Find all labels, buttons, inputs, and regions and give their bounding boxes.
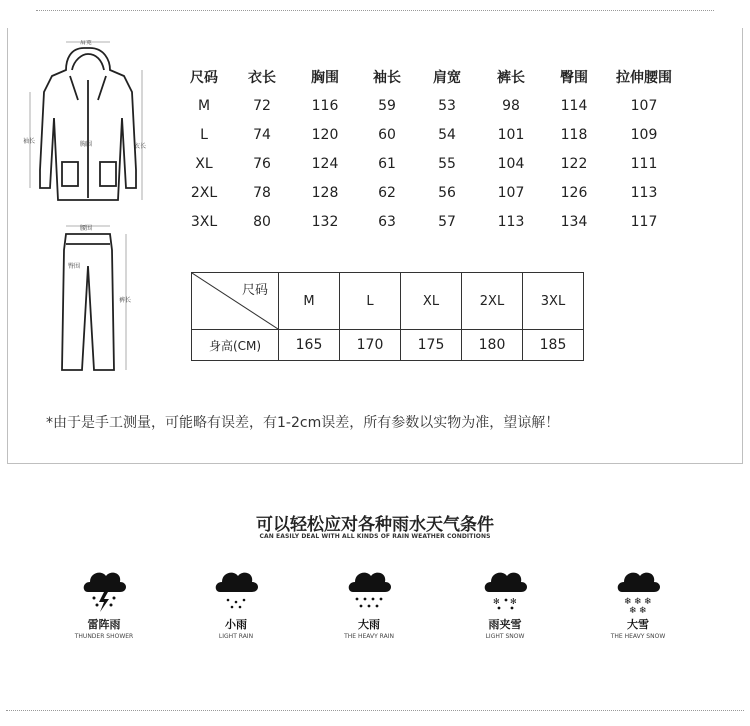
weather-label: 雨夹雪	[488, 618, 522, 631]
heavy-snow-icon	[612, 562, 664, 614]
table-cell: 107	[630, 97, 658, 114]
header-cell: 尺码	[190, 69, 218, 86]
table-cell: 3XL	[190, 213, 218, 230]
table-cell: 57	[438, 213, 456, 230]
table-cell: 116	[311, 97, 339, 114]
table-cell: 126	[560, 184, 588, 201]
table-cell: L	[200, 126, 208, 143]
waist-label: 腰围	[80, 226, 93, 232]
height-table-height-row	[192, 330, 584, 361]
height-cell: 170	[340, 330, 401, 361]
table-cell: 118	[560, 126, 588, 143]
table-cell: 2XL	[190, 184, 218, 201]
height-cell: 165	[279, 330, 340, 361]
chest-label: 胸围	[80, 142, 93, 148]
height-table-size-row	[192, 273, 584, 330]
table-cell: 54	[438, 126, 456, 143]
weather-label: 小雨	[225, 618, 247, 631]
weather-title: 可以轻松应对各种雨水天气条件	[256, 515, 494, 535]
weather-label: 雷阵雨	[87, 618, 121, 631]
table-cell: 98	[502, 97, 520, 114]
table-cell: 55	[438, 155, 456, 172]
height-cell: 180	[462, 330, 523, 361]
table-cell: 128	[311, 184, 339, 201]
size-table-header	[178, 62, 686, 91]
table-cell: 132	[311, 213, 339, 230]
weather-item-heavy-rain	[329, 562, 409, 640]
table-cell: 134	[560, 213, 588, 230]
weather-label-en: THUNDER SHOWER	[74, 633, 134, 640]
table-cell: 53	[438, 97, 456, 114]
weather-item-sleet	[465, 562, 545, 640]
svg-text:❄: ❄	[639, 606, 647, 614]
height-cell: 175	[401, 330, 462, 361]
pants-length-label: 裤长	[119, 298, 132, 304]
corner-cell	[192, 273, 279, 330]
table-cell: 113	[630, 184, 658, 201]
svg-text:✻: ✻	[493, 597, 500, 606]
table-cell: 122	[560, 155, 588, 172]
corner-label: 尺码	[241, 283, 268, 298]
svg-text:❄: ❄	[634, 597, 642, 607]
svg-text:✻: ✻	[510, 597, 517, 606]
size-cell: 3XL	[523, 273, 584, 330]
table-cell: 104	[497, 155, 525, 172]
table-cell: 117	[630, 213, 658, 230]
table-cell: 63	[378, 213, 396, 230]
top-dotted-divider	[36, 10, 714, 11]
table-cell: 111	[630, 155, 658, 172]
size-cell: 2XL	[462, 273, 523, 330]
table-cell: 74	[253, 126, 271, 143]
table-cell: 61	[378, 155, 396, 172]
table-row	[178, 178, 686, 207]
table-row	[178, 149, 686, 178]
light-rain-icon	[210, 562, 262, 614]
weather-label-en: LIGHT SNOW	[485, 633, 525, 640]
table-cell: 72	[253, 97, 271, 114]
header-cell: 肩宽	[433, 69, 461, 86]
table-cell: 109	[630, 126, 658, 143]
bottom-dotted-divider	[6, 710, 744, 711]
thunder-shower-icon	[78, 562, 130, 614]
height-table	[191, 272, 584, 361]
weather-label: 大雪	[627, 618, 649, 631]
header-cell: 裤长	[497, 69, 525, 86]
size-table	[178, 62, 686, 236]
weather-subtitle: CAN EASILY DEAL WITH ALL KINDS OF RAIN WEATHER CONDITIONS	[259, 533, 491, 540]
table-cell: 101	[497, 126, 525, 143]
table-cell: 60	[378, 126, 396, 143]
header-cell: 胸围	[311, 69, 339, 86]
height-cell: 185	[523, 330, 584, 361]
sleet-icon	[479, 562, 531, 614]
table-cell: XL	[195, 155, 213, 172]
garment-diagram	[22, 40, 150, 380]
length-label: 衣长	[134, 144, 147, 150]
table-row	[178, 91, 686, 120]
svg-text:❄: ❄	[624, 597, 632, 607]
header-cell: 拉伸腰围	[616, 69, 672, 86]
table-cell: 59	[378, 97, 396, 114]
header-cell: 衣长	[248, 69, 276, 86]
header-cell: 袖长	[373, 69, 401, 86]
heavy-rain-icon	[343, 562, 395, 614]
svg-text:❄: ❄	[629, 606, 637, 614]
measurement-note: *由于是手工测量，可能略有误差，有1-2cm误差，所有参数以实物为准，望谅解！	[46, 415, 560, 431]
table-row	[178, 120, 686, 149]
weather-item-heavy-snow	[598, 562, 678, 640]
table-row	[178, 207, 686, 236]
table-cell: 78	[253, 184, 271, 201]
hip-label: 臀围	[68, 264, 81, 270]
weather-label-en: THE HEAVY SNOW	[610, 633, 666, 640]
row-label-cell: 身高(CM)	[192, 330, 279, 361]
size-cell: XL	[401, 273, 462, 330]
weather-label-en: THE HEAVY RAIN	[344, 633, 394, 640]
weather-item-thunder-shower	[64, 562, 144, 640]
table-cell: 120	[311, 126, 339, 143]
table-cell: 76	[253, 155, 271, 172]
size-cell: L	[340, 273, 401, 330]
table-cell: 114	[560, 97, 588, 114]
header-cell: 臀围	[560, 69, 588, 86]
table-cell: 113	[497, 213, 525, 230]
sleeve-label: 袖长	[23, 139, 36, 145]
size-cell: M	[279, 273, 340, 330]
table-cell: 107	[497, 184, 525, 201]
table-cell: M	[197, 97, 211, 114]
svg-text:❄: ❄	[644, 597, 652, 607]
table-cell: 80	[253, 213, 271, 230]
shoulder-label: 肩宽	[80, 40, 93, 46]
weather-label: 大雨	[358, 618, 380, 631]
table-cell: 56	[438, 184, 456, 201]
weather-label-en: LIGHT RAIN	[218, 633, 254, 640]
table-cell: 124	[311, 155, 339, 172]
table-cell: 62	[378, 184, 396, 201]
weather-item-light-rain	[196, 562, 276, 640]
